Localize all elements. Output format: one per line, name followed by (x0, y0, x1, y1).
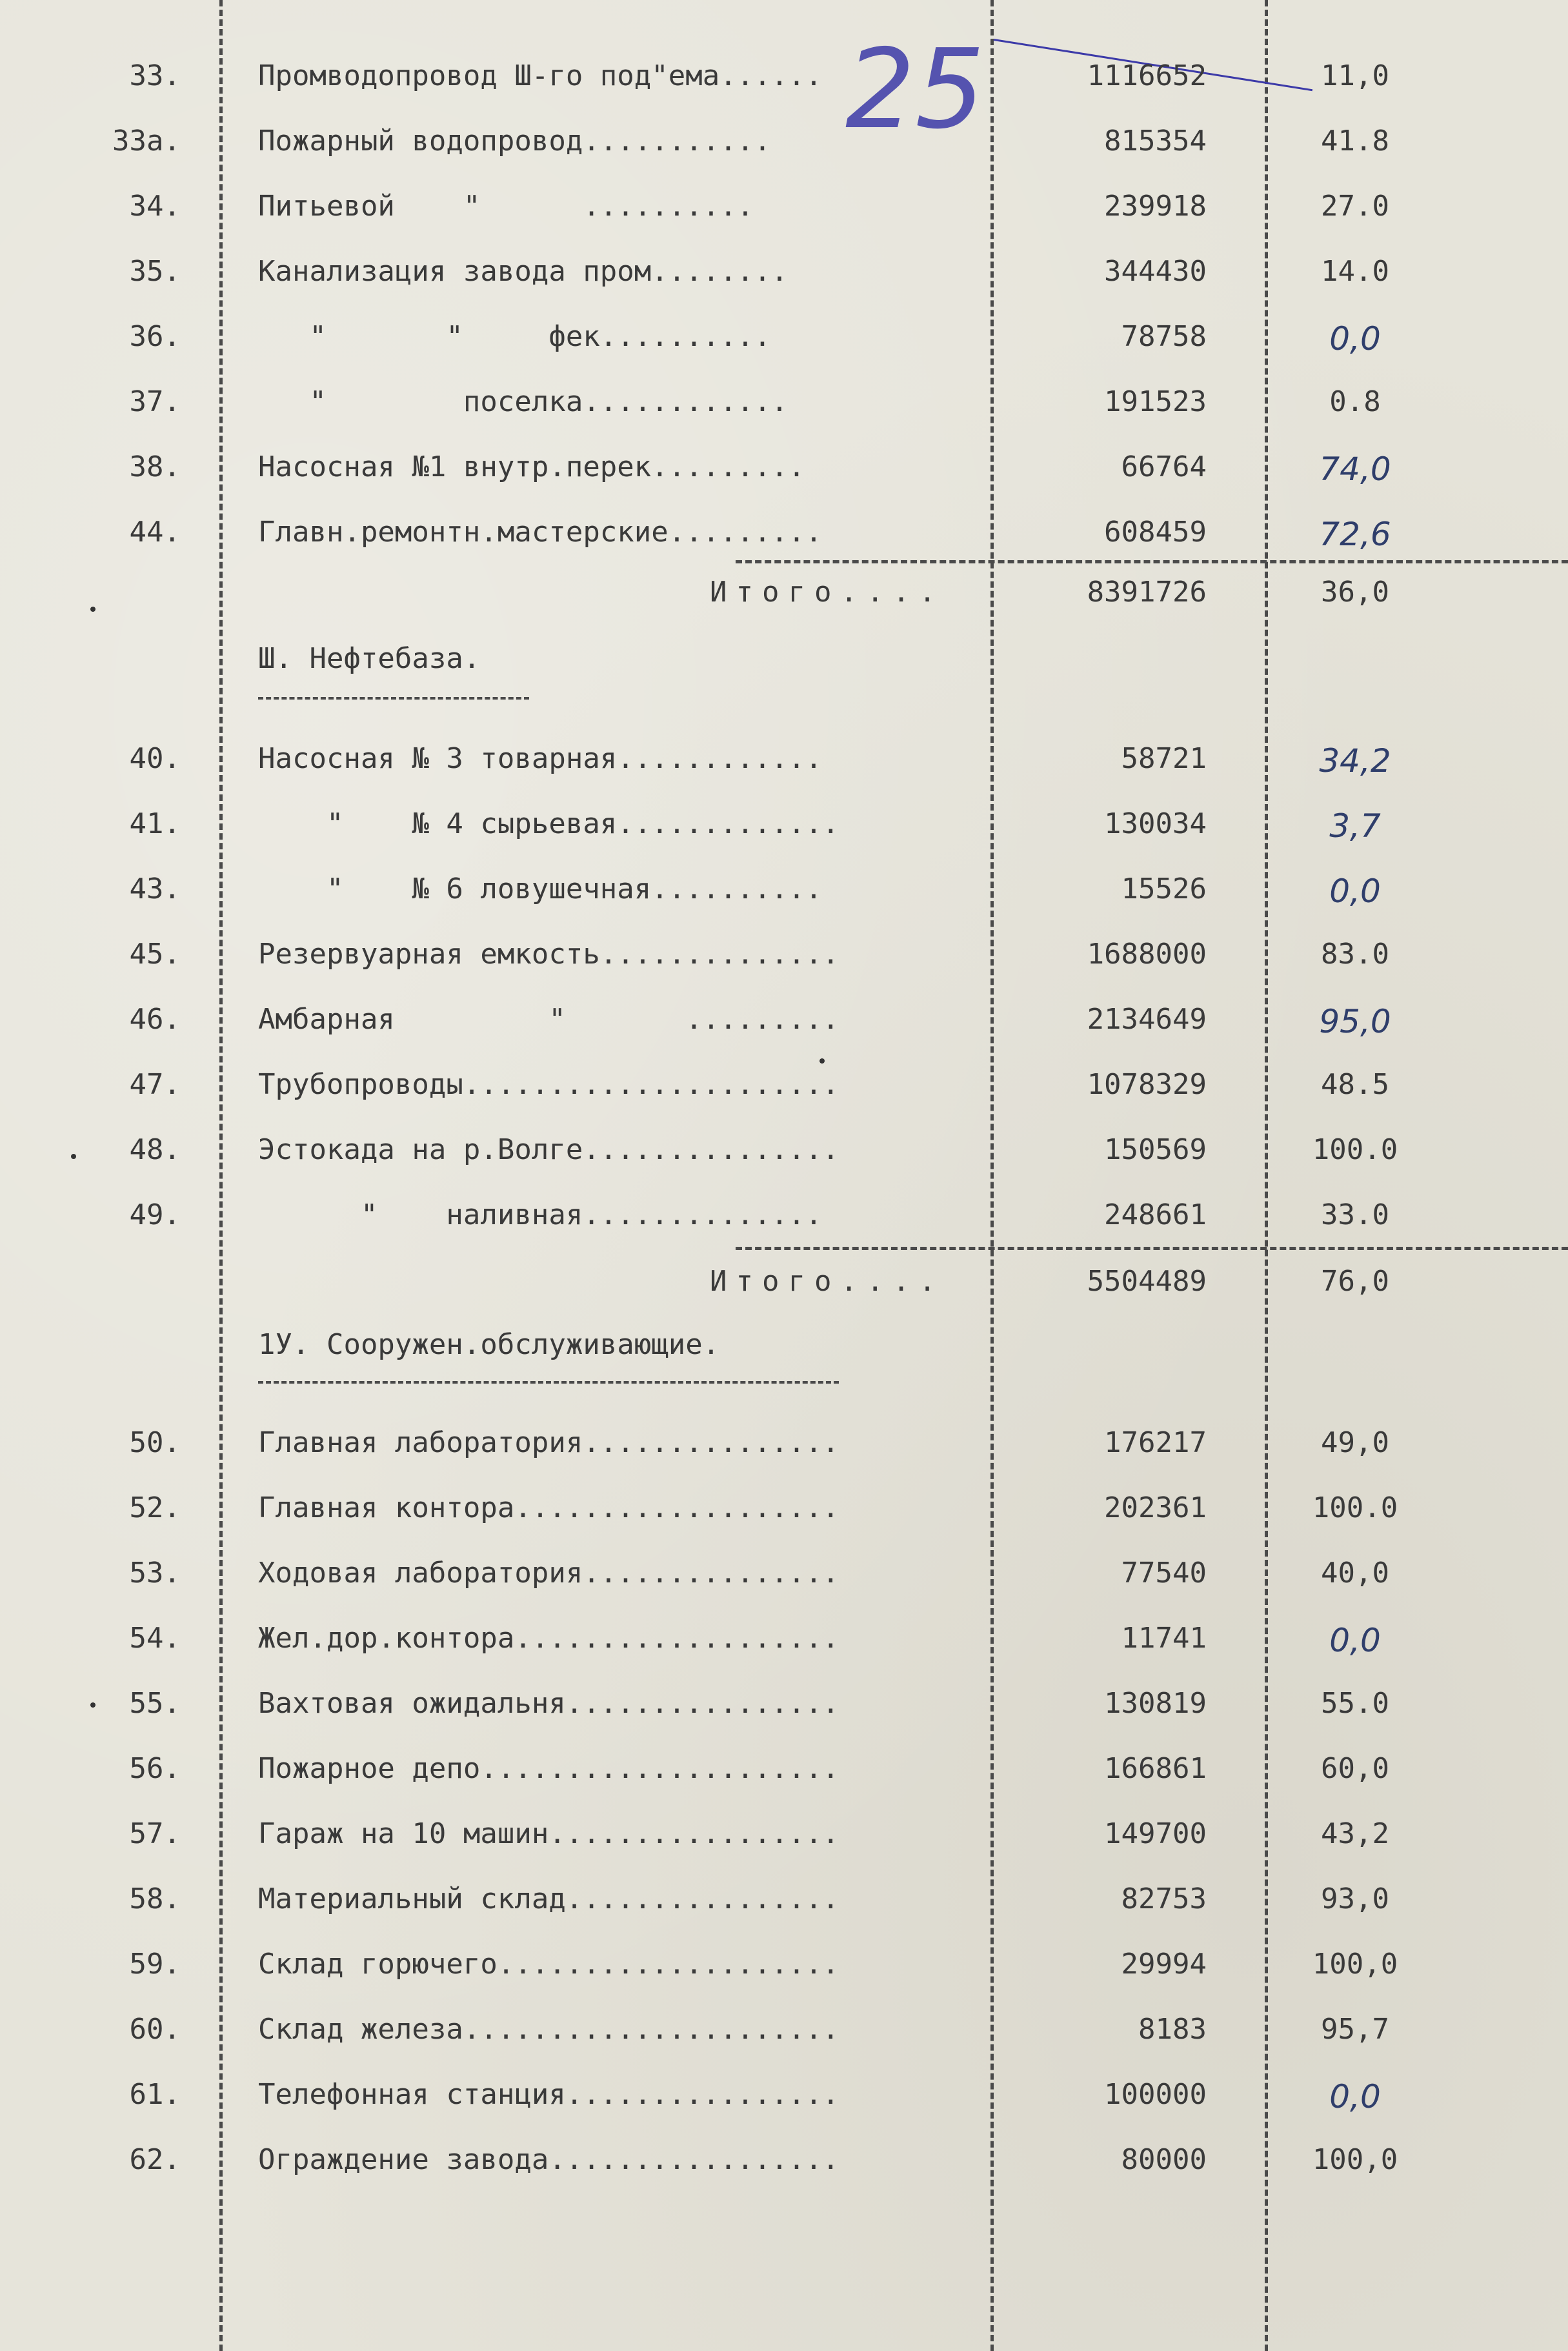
item-name: " № 4 сырьевая............. (258, 807, 839, 840)
item-name: Склад железа...................... (258, 2013, 839, 2046)
item-percent: 14.0 (1321, 255, 1389, 288)
item-cost: 191523 (1104, 385, 1207, 418)
section-heading-oil-depot: Ш. Нефтебаза. (258, 642, 481, 675)
item-number: 41. (129, 807, 181, 840)
item-number: 57. (129, 1817, 181, 1850)
table-row (0, 53, 1568, 105)
item-number: 52. (129, 1491, 181, 1524)
item-percent: 33.0 (1321, 1198, 1389, 1231)
item-percent: 3,7 (1329, 807, 1381, 845)
item-percent: 95,0 (1319, 1003, 1391, 1040)
item-number: 45. (129, 938, 181, 971)
item-cost: 82753 (1121, 1882, 1207, 1915)
item-number: 49. (129, 1198, 181, 1231)
item-percent: 74,0 (1319, 450, 1391, 488)
table-row (0, 118, 1568, 170)
item-cost: 78758 (1121, 320, 1207, 353)
item-name: Гараж на 10 машин................. (258, 1817, 839, 1850)
item-cost: 11741 (1121, 1622, 1207, 1655)
table-row (0, 183, 1568, 235)
total-label: Итого.... (710, 576, 945, 609)
item-name: Ограждение завода................. (258, 2143, 839, 2176)
item-name: Пожарный водопровод........... (258, 125, 771, 157)
item-cost: 58721 (1121, 742, 1207, 775)
item-cost: 202361 (1104, 1491, 1207, 1524)
item-percent: 0,0 (1329, 2078, 1381, 2115)
item-number: 37. (129, 385, 181, 418)
item-percent: 48.5 (1321, 1068, 1389, 1101)
item-percent: 0,0 (1329, 320, 1381, 358)
ink-dot (819, 1058, 825, 1064)
item-percent: 43,2 (1321, 1817, 1389, 1850)
item-name: " № 6 ловушечная.......... (258, 873, 823, 905)
total-row-1 (0, 569, 1568, 621)
table-row (0, 1615, 1568, 1667)
item-cost: 8183 (1138, 2013, 1207, 2046)
item-percent: 34,2 (1319, 742, 1391, 780)
table-row (0, 1192, 1568, 1244)
item-number: 33а. (112, 125, 181, 157)
ink-dot (90, 1702, 95, 1708)
item-percent: 49,0 (1321, 1426, 1389, 1459)
item-cost: 130034 (1104, 807, 1207, 840)
table-row (0, 444, 1568, 496)
item-name: Пожарное депо..................... (258, 1752, 839, 1785)
total-rule-2 (736, 1247, 1568, 1250)
item-name: Главная контора................... (258, 1491, 839, 1524)
item-percent: 100.0 (1312, 1133, 1398, 1166)
table-row (0, 1941, 1568, 1993)
item-name: Амбарная " ......... (258, 1003, 839, 1036)
item-cost: 130819 (1104, 1687, 1207, 1720)
item-cost: 80000 (1121, 2143, 1207, 2176)
total-row-2 (0, 1258, 1568, 1310)
total-rule-1 (736, 560, 1568, 563)
table-row (0, 2006, 1568, 2058)
table-row (0, 1550, 1568, 1602)
item-percent: 83.0 (1321, 938, 1389, 971)
item-cost: 149700 (1104, 1817, 1207, 1850)
section-underline (258, 697, 529, 700)
item-cost: 29994 (1121, 1948, 1207, 1981)
item-name: " наливная.............. (258, 1198, 823, 1231)
table-row (0, 1876, 1568, 1928)
table-row (0, 2072, 1568, 2123)
total-percent: 36,0 (1321, 576, 1389, 609)
item-number: 40. (129, 742, 181, 775)
section-underline (258, 1381, 839, 1384)
item-cost: 66764 (1121, 450, 1207, 483)
item-name: Телефонная станция................ (258, 2078, 839, 2111)
item-percent: 100,0 (1312, 2143, 1398, 2176)
item-number: 44. (129, 516, 181, 549)
item-cost: 176217 (1104, 1426, 1207, 1459)
item-cost: 1688000 (1087, 938, 1207, 971)
item-number: 38. (129, 450, 181, 483)
item-percent: 41.8 (1321, 125, 1389, 157)
item-name: Насосная № 3 товарная............ (258, 742, 823, 775)
item-cost: 15526 (1121, 873, 1207, 905)
table-row (0, 736, 1568, 787)
table-row (0, 801, 1568, 853)
item-name: Промводопровод Ш-го под"ема...... (258, 59, 823, 92)
table-row (0, 1420, 1568, 1471)
item-number: 33. (129, 59, 181, 92)
item-number: 56. (129, 1752, 181, 1785)
item-cost: 344430 (1104, 255, 1207, 288)
item-name: Питьевой " .......... (258, 190, 754, 223)
item-name: Ходовая лаборатория............... (258, 1557, 839, 1589)
table-row (0, 1062, 1568, 1113)
item-name: Материальный склад................ (258, 1882, 839, 1915)
total-cost: 8391726 (1087, 576, 1207, 609)
item-name: Главная лаборатория............... (258, 1426, 839, 1459)
item-number: 35. (129, 255, 181, 288)
ink-dot (71, 1154, 76, 1159)
table-row (0, 314, 1568, 365)
item-percent: 27.0 (1321, 190, 1389, 223)
item-name: Жел.дор.контора................... (258, 1622, 839, 1655)
item-number: 60. (129, 2013, 181, 2046)
item-percent: 72,6 (1319, 516, 1391, 553)
item-number: 53. (129, 1557, 181, 1589)
total-label: Итого.... (710, 1265, 945, 1298)
item-number: 47. (129, 1068, 181, 1101)
item-cost: 239918 (1104, 190, 1207, 223)
item-cost: 2134649 (1087, 1003, 1207, 1036)
item-cost: 608459 (1104, 516, 1207, 549)
item-name: Резервуарная емкость.............. (258, 938, 839, 971)
table-row (0, 509, 1568, 561)
item-number: 50. (129, 1426, 181, 1459)
ink-dot (90, 607, 95, 612)
item-cost: 166861 (1104, 1752, 1207, 1785)
item-cost: 1078329 (1087, 1068, 1207, 1101)
item-percent: 0,0 (1329, 873, 1381, 910)
item-name: Насосная №1 внутр.перек......... (258, 450, 805, 483)
item-percent: 40,0 (1321, 1557, 1389, 1589)
table-row (0, 248, 1568, 300)
item-number: 58. (129, 1882, 181, 1915)
item-name: Эстокада на р.Волге............... (258, 1133, 839, 1166)
item-number: 43. (129, 873, 181, 905)
item-percent: 95,7 (1321, 2013, 1389, 2046)
table-row (0, 1127, 1568, 1178)
total-cost: 5504489 (1087, 1265, 1207, 1298)
item-percent: 11,0 (1321, 59, 1389, 92)
item-name: " поселка............ (258, 385, 789, 418)
item-cost: 248661 (1104, 1198, 1207, 1231)
table-row (0, 1680, 1568, 1732)
item-name: Канализация завода пром........ (258, 255, 789, 288)
item-name: Главн.ремонтн.мастерские......... (258, 516, 823, 549)
table-row (0, 1485, 1568, 1537)
item-number: 54. (129, 1622, 181, 1655)
item-percent: 93,0 (1321, 1882, 1389, 1915)
table-row (0, 996, 1568, 1048)
item-name: Трубопроводы...................... (258, 1068, 839, 1101)
item-number: 61. (129, 2078, 181, 2111)
section-heading-service-structures: 1У. Сооружен.обслуживающие. (258, 1328, 720, 1361)
item-percent: 100,0 (1312, 1948, 1398, 1981)
item-cost: 77540 (1121, 1557, 1207, 1589)
item-percent: 0,0 (1329, 1622, 1381, 1659)
table-row (0, 1811, 1568, 1862)
total-percent: 76,0 (1321, 1265, 1389, 1298)
item-number: 46. (129, 1003, 181, 1036)
item-cost: 815354 (1104, 125, 1207, 157)
item-percent: 0.8 (1329, 385, 1381, 418)
item-number: 34. (129, 190, 181, 223)
item-name: " " фек.......... (258, 320, 771, 353)
table-row (0, 2137, 1568, 2188)
table-row (0, 379, 1568, 430)
item-percent: 60,0 (1321, 1752, 1389, 1785)
item-number: 59. (129, 1948, 181, 1981)
item-percent: 100.0 (1312, 1491, 1398, 1524)
item-number: 48. (129, 1133, 181, 1166)
item-cost: 150569 (1104, 1133, 1207, 1166)
table-row (0, 866, 1568, 918)
item-number: 36. (129, 320, 181, 353)
table-row (0, 1746, 1568, 1797)
item-number: 55. (129, 1687, 181, 1720)
item-cost: 1116652 (1087, 59, 1207, 92)
item-cost: 100000 (1104, 2078, 1207, 2111)
item-number: 62. (129, 2143, 181, 2176)
item-percent: 55.0 (1321, 1687, 1389, 1720)
table-row (0, 931, 1568, 983)
item-name: Вахтовая ожидальня................ (258, 1687, 839, 1720)
handwritten-page-number: 25 (845, 26, 985, 154)
item-name: Склад горючего.................... (258, 1948, 839, 1981)
